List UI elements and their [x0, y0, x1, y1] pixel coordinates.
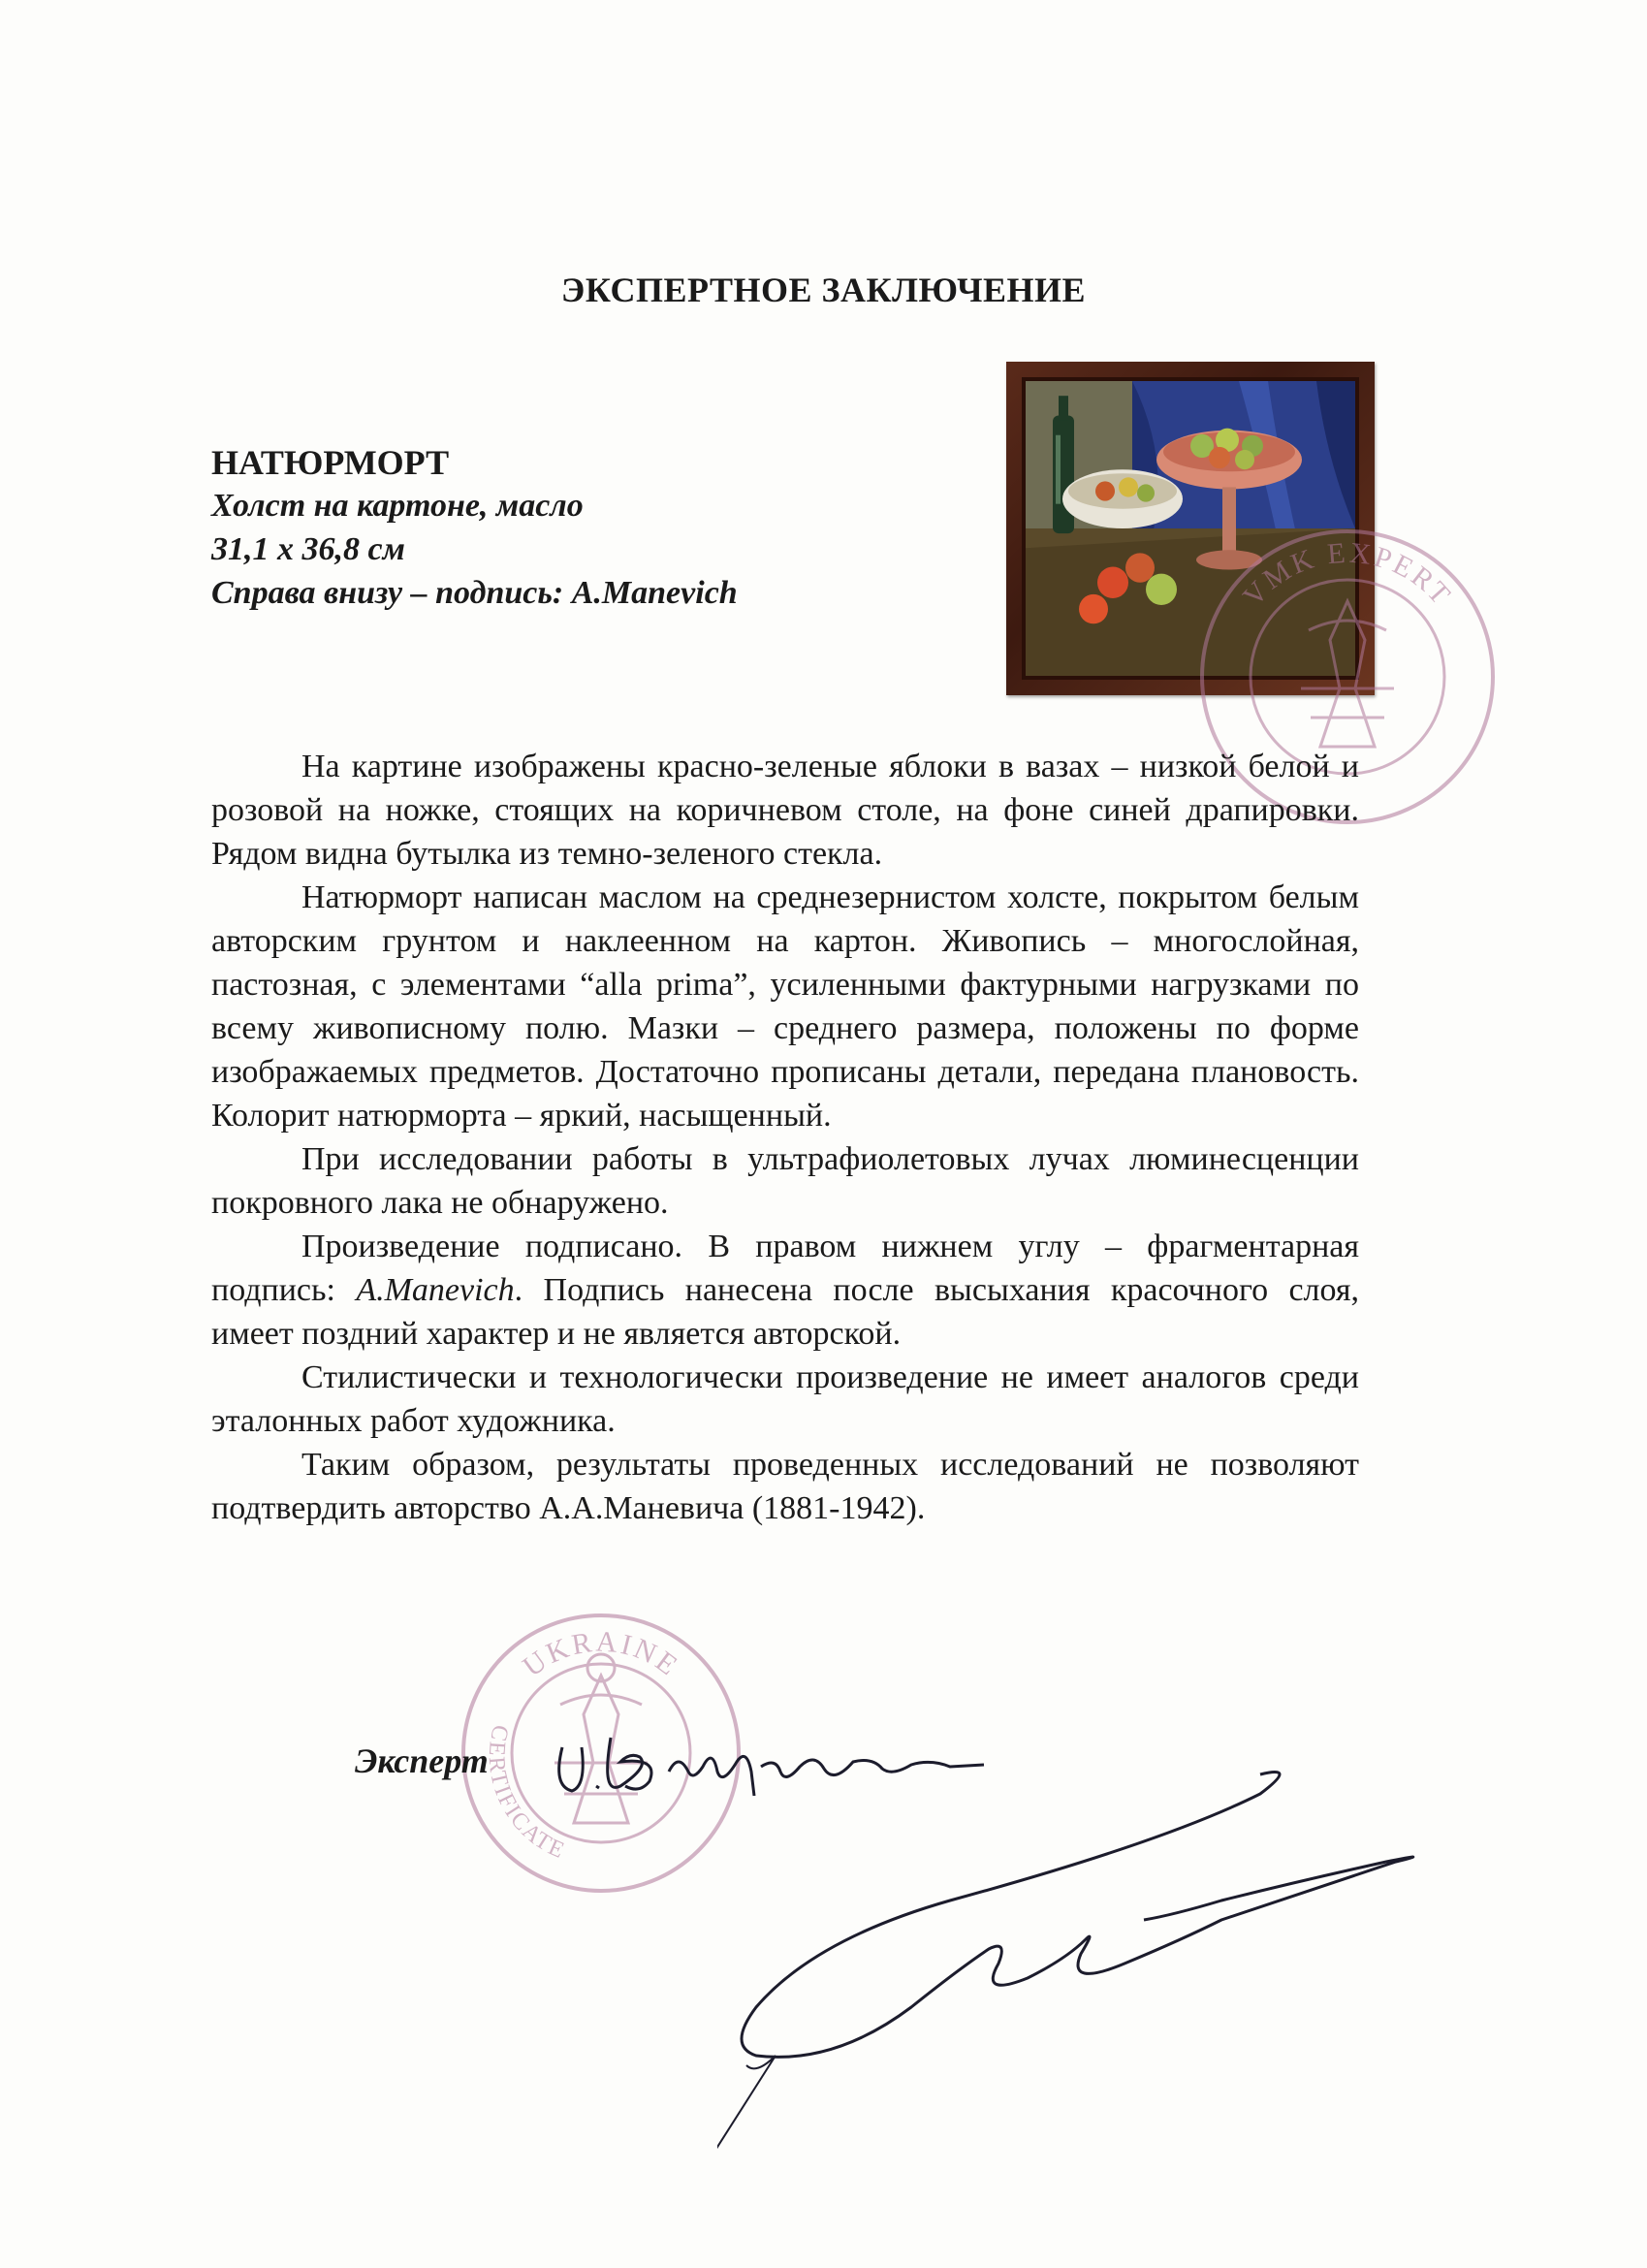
stamp2-ring-text-left: CERTIFICATE [483, 1722, 570, 1865]
artwork-size: 31,1 х 36,8 см [211, 531, 405, 567]
signature-name-italic: A.Manevich [356, 1272, 515, 1308]
stamp1-ring-text: VMK EXPERT [1236, 536, 1459, 613]
artwork-details [211, 441, 967, 615]
artwork-name: НАТЮРМОРТ [211, 443, 450, 482]
signature-text-before: Произведение подписано. В правом нижнем углу – фрагментарная подпись: [211, 1229, 1359, 1308]
document-title: ЭКСПЕРТНОЕ ЗАКЛЮЧЕНИЕ [560, 271, 1087, 309]
expert-label: Эксперт [355, 1741, 489, 1780]
second-handwritten-signature [717, 1755, 1435, 2162]
document-body [211, 745, 1359, 1530]
paragraph-ultraviolet: При исследовании работы в ультрафиолетовых лучах люминесценции покровного лака не обнаружено. [211, 1141, 1359, 1221]
signature-text-after: . Подпись нанесена после высыхания красочного слоя, имеет поздний характер и не является авторской. [211, 1272, 1359, 1352]
stamp2-ring-text-top: UKRAINE [517, 1625, 685, 1683]
artwork-medium: Холст на картоне, масло [211, 488, 584, 524]
paragraph-technique: Натюрморт написан маслом на среднезернистом холсте, покрытом белым авторским грунтом и наклеенном на картон. Живопись – многослойная, пастозная, с элементами “alla prima”, усиленными фактурными нагрузками по всему живописному полю. Мазки – среднего размера, положены по форме изображаемых предметов. Достаточно прописаны детали, передана плановость. Колорит натюрморта – яркий, насыщенный. [211, 879, 1359, 1134]
paragraph-description: На картине изображены красно-зеленые яблоки в вазах – низкой белой и розовой на ножке, стоящих на коричневом столе, на фоне синей драпировки. Рядом видна бутылка из темно-зеленого стекла. [211, 749, 1359, 872]
paragraph-conclusion: Таким образом, результаты проведенных исследований не позволяют подтвердить авторство А.А.Маневича (1881-1942). [211, 1447, 1359, 1526]
artwork-signature-note: Справа внизу – подпись: A.Manevich [211, 575, 738, 611]
paragraph-stylistic: Стилистически и технологически произведение не имеет аналогов среди эталонных работ художника. [211, 1359, 1359, 1439]
paragraph-signature [211, 1225, 1359, 1356]
